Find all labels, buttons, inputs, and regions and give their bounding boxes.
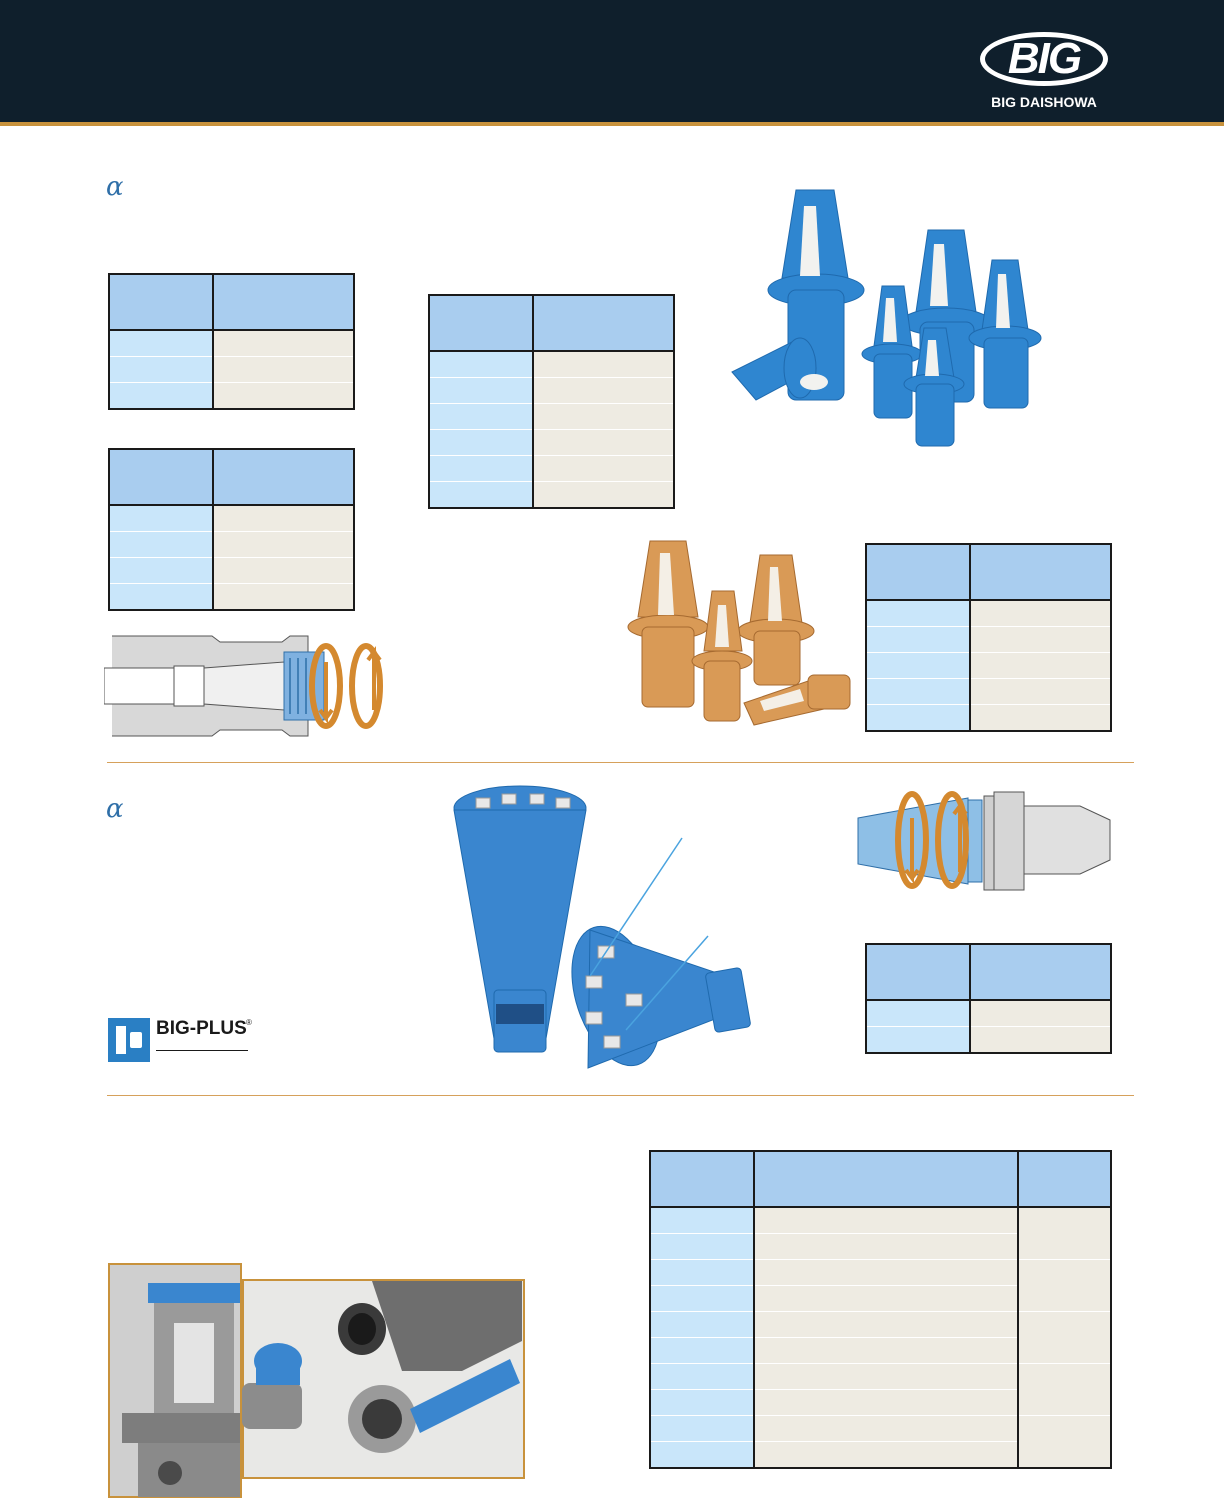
alpha-symbol-2: α bbox=[106, 794, 124, 824]
page-header bbox=[0, 0, 1224, 126]
registered-mark: ® bbox=[246, 1018, 252, 1027]
big-plus-underline bbox=[156, 1050, 248, 1051]
big-daishowa-logo[interactable] bbox=[976, 30, 1118, 114]
logo-text: BIG bbox=[1007, 34, 1081, 83]
caps-and-holder-photo bbox=[242, 1279, 525, 1479]
spec-table-e bbox=[865, 943, 1112, 1054]
big-plus-icon bbox=[108, 1018, 150, 1062]
spec-table-a bbox=[108, 273, 355, 410]
alpha-symbol: α bbox=[106, 172, 124, 202]
blue-caps-photo bbox=[722, 182, 1064, 450]
section-divider-1 bbox=[107, 762, 1134, 763]
spindle-cutaway-photo bbox=[108, 1263, 242, 1498]
spec-table-c bbox=[428, 294, 675, 509]
spec-table-f bbox=[649, 1150, 1112, 1469]
collet-cross-section-diagram bbox=[104, 630, 394, 742]
spec-table-b bbox=[108, 448, 355, 611]
toolholder-diagram bbox=[850, 786, 1120, 896]
spec-table-d bbox=[865, 543, 1112, 732]
brand-name: BIG DAISHOWA bbox=[991, 94, 1097, 110]
blue-cone-caps-photo bbox=[440, 780, 760, 1080]
orange-caps-photo bbox=[620, 535, 860, 735]
big-plus-logo-text: BIG-PLUS bbox=[156, 1018, 247, 1039]
section-divider-2 bbox=[107, 1095, 1134, 1096]
